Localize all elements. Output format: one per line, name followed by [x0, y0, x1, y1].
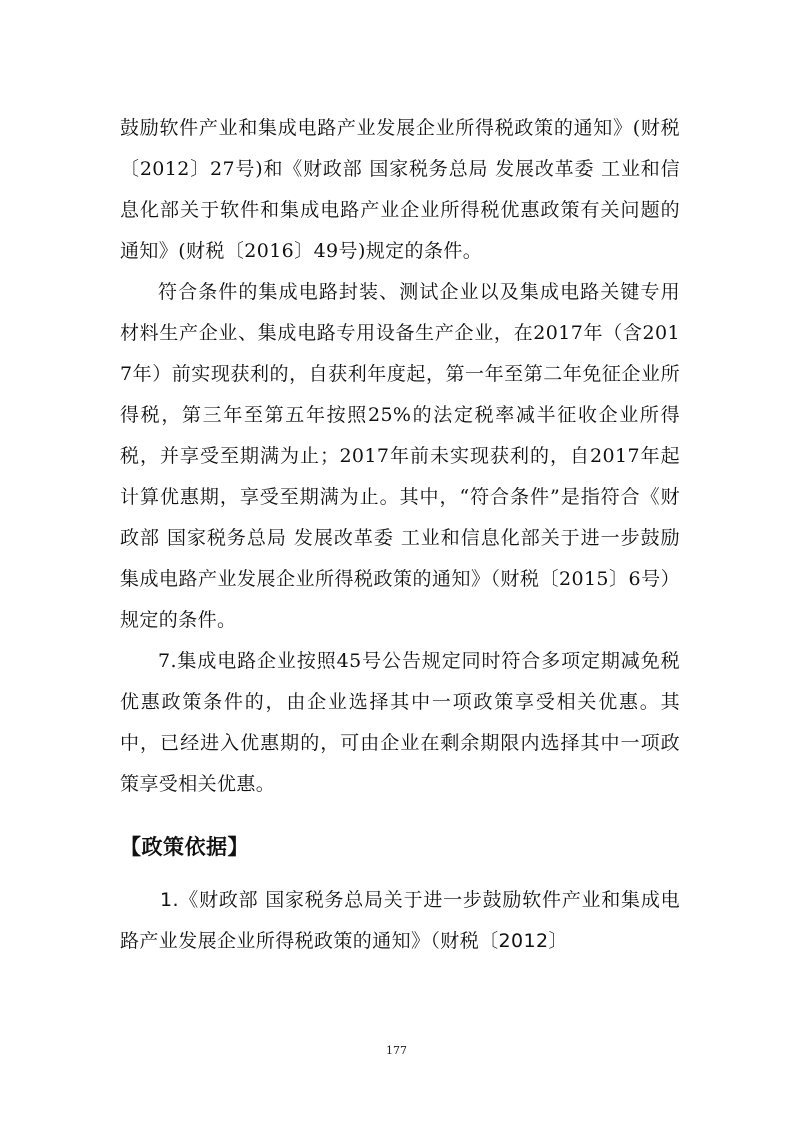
document-body	[120, 108, 680, 981]
paragraph-item-7: 7.集成电路企业按照45号公告规定同时符合多项定期减免税优惠政策条件的，由企业选择其中一项政策享受相关优惠。其中，已经进入优惠期的，可由企业在剩余期限内选择其中一项政策享受相关优惠。	[120, 650, 680, 795]
policy-basis-item-1: 1.《财政部 国家税务总局关于进一步鼓励软件产业和集成电路产业发展企业所得税政策的通知》（财税〔2012〕	[120, 889, 680, 952]
paragraph-packaging-testing-enterprises: 符合条件的集成电路封装、测试企业以及集成电路关键专用材料生产企业、集成电路专用设备生产企业，在2017年（含2017年）前实现获利的，自获利年度起，第一年至第二年免征企业所得税，第三年至第五年按照25%的法定税率减半征收企业所得税，并享受至期满为止；2017年前未实现获利的，自2017年起计算优惠期，享受至期满为止。其中，“符合条件”是指符合《财政部 国家税务总局 发展改革委 工业和信息化部关于进一步鼓励集成电路产业发展企业所得税政策的通知》（财税〔2015〕6号）规定的条件。	[120, 281, 680, 631]
paragraph-continuation: 鼓励软件产业和集成电路产业发展企业所得税政策的通知》(财税〔2012〕27号)和《财政部 国家税务总局 发展改革委 工业和信息化部关于软件和集成电路产业企业所得税优惠政策有关问题的通知》(财税〔2016〕49号)规定的条件。	[120, 117, 680, 262]
section-heading-policy-basis: 【政策依据】	[120, 835, 249, 859]
page-number: 177	[386, 1044, 407, 1057]
